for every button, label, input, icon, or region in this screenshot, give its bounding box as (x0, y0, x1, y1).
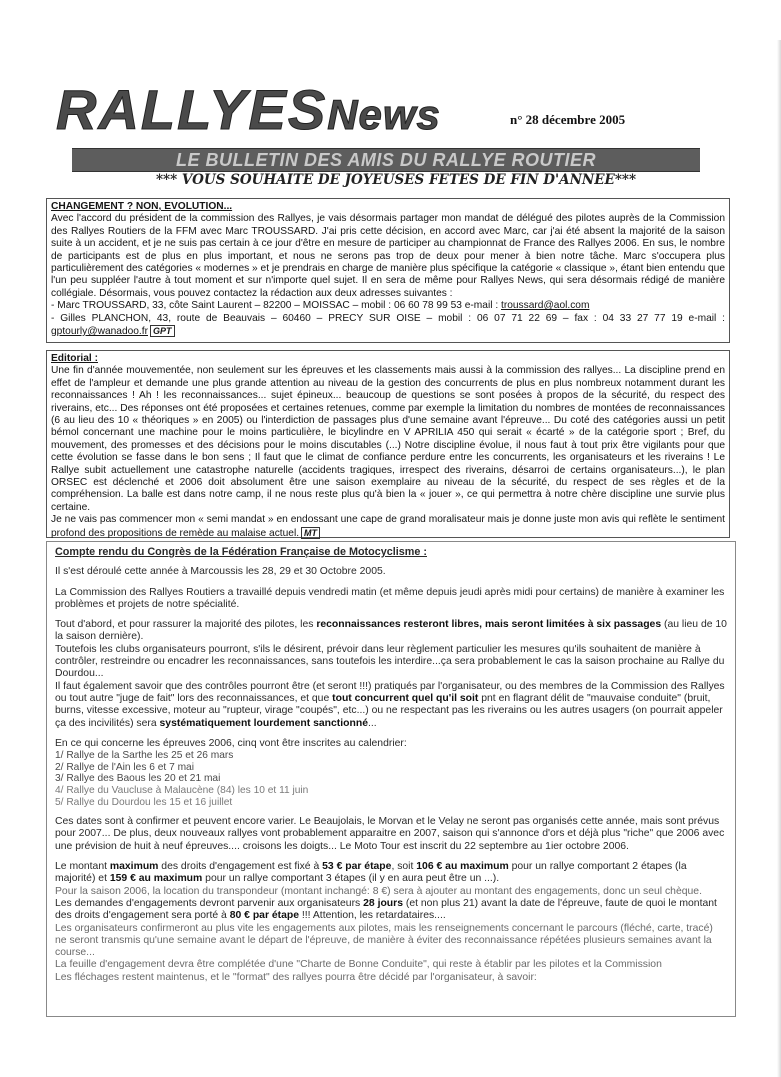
list-item: 2/ Rallye de l'Ain les 6 et 7 mai (55, 761, 194, 773)
contact-text: - Gilles PLANCHON, 43, route de Beauvais – 60460 – PRECY SUR OISE – mobil : 06 07 71 22 69 – fax : 04 33 27 77 19 e-mail : (51, 312, 725, 324)
list-item: 4/ Rallye du Vaucluse à Malaucène (84) les 10 et 11 juin (55, 784, 309, 796)
email-link[interactable]: troussard@aol.com (500, 300, 590, 312)
email-link[interactable]: gptourly@wanadoo.fr (51, 326, 148, 338)
banner-text: LE BULLETIN DES AMIS DU RALLYE ROUTIER (175, 150, 596, 170)
contact-text: - Marc TROUSSARD, 33, côte Saint Laurent – 82200 – MOISSAC – mobil : 06 60 78 99 53 e-mail : (51, 300, 501, 312)
text: (et non plus 21) avant la date de l'épreuve, faute de quoi le montant des droits d'engagement sera porté à (55, 897, 717, 922)
text: ... (367, 717, 377, 729)
bold-text: 106 € au maximum (416, 861, 509, 873)
text: Les demandes d'engagements devront parvenir aux organisateurs (55, 897, 364, 909)
bold-text: tout concurrent quel qu'il soit (332, 692, 479, 704)
text: pour un rallye comportant 2 étapes (la majorité) et (55, 861, 687, 885)
text: , soit (391, 861, 417, 873)
bold-text: systématiquement lourdement sanctionné (159, 717, 368, 729)
scan-edge-shadow (777, 40, 781, 1077)
bold-text: reconnaissances resteront libres, mais seront limitées à six passages (316, 619, 662, 631)
paragraph: La Commission des Rallyes Routiers a travaillé depuis vendredi matin (et même depuis jeudi après midi pour certains) de manière à examiner les problèmes et projets de notre spécialité. (55, 586, 725, 610)
text: Le montant (55, 861, 110, 873)
text: pnt en flagrant délit de "mauvaise conduite" (bruit, burns, vitesse excessive, moteur au "rupteur, virage "coupés", etc...) ou ne respectant pas les riverains ou les autres usagers (on pourrait appeler ça des incivilités) sera (55, 692, 723, 729)
paragraph: La feuille d'engagement devra être complétée d'une "Charte de Bonne Conduite", qui reste à établir par les pilotes et la Commission (55, 959, 662, 971)
closing-text: Je ne vais pas commencer mon « semi mandat » en endossant une cape de grand moralisateur mais je donne juste mon avis qui reflète le sentiment profond des propositions de remède au malaise actuel. (51, 514, 725, 539)
bold-text: 28 jours (363, 897, 403, 909)
bold-text: maximum (109, 861, 159, 873)
section-body: Une fin d'année mouvementée, non seulement sur les épreuves et les classements mais aussi à la commission des rallyes... La discipline prend en effet de l'ampleur et demande une plus grande attention au niveau de la gestion des concurrents de plus en plus nombreux notamment durant les reconnaissances ! Ah ! les reconnaissances... sujet épineux... beaucoup de questions se sont posées à propos de la sécurité, du respect des riverains, etc... Des réponses ont été proposées et certaines retenues, comme par exemple la limitation du nombres de montées de reconnaissances (6 au lieu des 10 « théoriques » en 2005) ou l'interdiction de passages plus d'une semaine avant l'épreuve... Du coté des catégories aussi un petit bémol concernant une machine pour le moins particulière, le bicylindre en V APRILIA 450 qui serait « écarté » de la catégorie sport ; Bref, du mouvement, des promesses et des décisions pour le moins discutables (...) Notre discipline évolue, il nous faut à tout prix être vigilants pour que cette évolution se fasse dans le bon sens ; Il faut que le climat de confiance perdure entre les concurrents, les organisateurs et les riverains ! Le Rallye subit actuellement une catastrophe naturelle (accidents tragiques, irrespect des riverains, désarroi de certains organisateurs...), le plan ORSEC est déclenché et 2006 doit absolument être une saison exemplaire au niveau de la sécurité, du respect de ses règles et de la compréhension. La balle est dans notre camp, il ne nous reste plus qu'à bien la « jouer », ce qui permettra à notre chère discipline une survie plus certaine. (51, 365, 725, 513)
paragraph: Ces dates sont à confirmer et peuvent encore varier. Le Beaujolais, le Morvan et le Velay ne seront pas organisés cette année, mais sont prévus pour 2007... De plus, deux nouveaux rallyes vont probablement apparaitre en 2007, saison qui s'annonce d'ors et déjà plus "riche" que 2006 avec une prévision de huit à neuf épreuves.... croisons les doigts... Le Moto Tour est inscrit du 22 septembre au 1ier octobre 2006. (55, 816, 725, 852)
text: pour un rallye comportant 3 étapes (il y en aura peut être un ...). (202, 873, 500, 885)
event-list (55, 750, 727, 808)
contact-line (51, 313, 725, 339)
bold-text: 80 € par étape (229, 910, 300, 922)
text: !!! Attention, les retardataires.... (299, 910, 446, 922)
paragraph: En ce qui concerne les épreuves 2006, cinq vont être inscrites au calendrier: (55, 737, 407, 749)
list-item: 1/ Rallye de la Sarthe les 25 et 26 mars (55, 750, 234, 762)
contact-line (51, 300, 725, 312)
author-initials: GPT (150, 325, 175, 337)
text: Tout d'abord, et pour rassurer la majorité des pilotes, les (55, 619, 317, 631)
paragraph (55, 861, 727, 886)
paragraph: Pour la saison 2006, la location du transpondeur (montant inchangé: 8 €) sera à ajouter au montant des engagements, donc un seul chèque. (55, 885, 702, 897)
section-body: Avec l'accord du président de la commission des Rallyes, je vais désormais partager mon mandat de délégué des pilotes auprès de la Commission des Rallyes Routiers de la FFM avec Marc TROUSSARD. J'ai pris cette décision, en accord avec Marc, car j'ai été absent la majorité de la saison suite à un accident, et je ne suis pas certain à ce jour d'être en mesure de participer au championnat de France des Rallyes 2006. En sus, le nombre de participants est de plus en plus important, et nous ne serons pas trop de deux pour mener à bien notre tâche. Marc s'occupera plus particulièrement des catégories « modernes » et je prendrais en charge de manière plus spécifique la catégorie « classique », étant bien entendu que l'un peu suppléer l'autre à tout moment et sur n'importe quel sujet. Il en sera de même pour Rallyes News, qui sera désormais rédigé de manière collégiale. Désormais, vous pouvez contactez la rédaction aux deux adresses suivantes : (51, 213, 725, 299)
text: Il faut également savoir que des contrôles pourront être (et seront !!!) pratiqués par l'organisateur, ou des membres de la Commission des Rallyes ou tout autre "juge de fait" lors des reconnaissances, et que (55, 680, 725, 704)
banner (72, 148, 700, 172)
logo-main: RALLYES (56, 78, 328, 141)
text: des droits d'engagement est fixé à (158, 861, 323, 873)
list-item: 5/ Rallye du Dourdou les 15 et 16 juillet (55, 796, 233, 808)
paragraph: Les organisateurs confirmeront au plus vite les engagements aux pilotes, mais les renseignements concernant le parcours (fléché, carte, tracé) ne seront transmis qu'une semaine avant le départ de l'épreuve, de manière à éviter des reconnaissance répétées plusieurs semaines avant la course... (55, 922, 713, 959)
issue-number: n° 28 décembre 2005 (510, 112, 626, 127)
section-congres (46, 541, 736, 1017)
section-editorial (46, 350, 730, 538)
list-item: 3/ Rallye des Baous les 20 et 21 mai (55, 773, 221, 785)
paragraph (55, 681, 727, 730)
paragraph (55, 619, 727, 644)
section-closing (51, 514, 725, 540)
holiday-greeting: *** VOUS SOUHAITE DE JOYEUSES FETES DE FIN D'ANNEE*** (155, 172, 637, 188)
section-heading: CHANGEMENT ? NON, EVOLUTION... (51, 201, 233, 212)
text: (au lieu de 10 la saison dernière). (55, 619, 727, 643)
logo-sub: News (327, 91, 441, 138)
section-changement (46, 198, 730, 343)
section-heading: Editorial : (51, 353, 98, 364)
section-heading: Compte rendu du Congrès de la Fédération Française de Motocyclisme : (55, 546, 427, 558)
masthead (56, 78, 736, 142)
paragraph: Il s'est déroulé cette année à Marcoussis les 28, 29 et 30 Octobre 2005. (55, 566, 386, 578)
newsletter-logo (56, 78, 441, 143)
author-initials: MT (301, 527, 320, 539)
paragraph: Les fléchages restent maintenus, et le "format" des rallyes pourra être décidé par l'organisateur, à savoir: (55, 971, 537, 983)
paragraph: Toutefois les clubs organisateurs pourront, s'ils le désirent, prévoir dans leur règlement particulier les mesures qu'ils souhaitent de manière à contrôler, restreindre ou encadrer les reconnaissances, sans toutefois les interdire...ça sera probablement le cas la saison prochaine au Rallye du Dourdou... (55, 643, 725, 680)
bold-text: 53 € par étape (322, 861, 392, 873)
bold-text: 159 € au maximum (109, 873, 203, 885)
paragraph (55, 898, 727, 923)
